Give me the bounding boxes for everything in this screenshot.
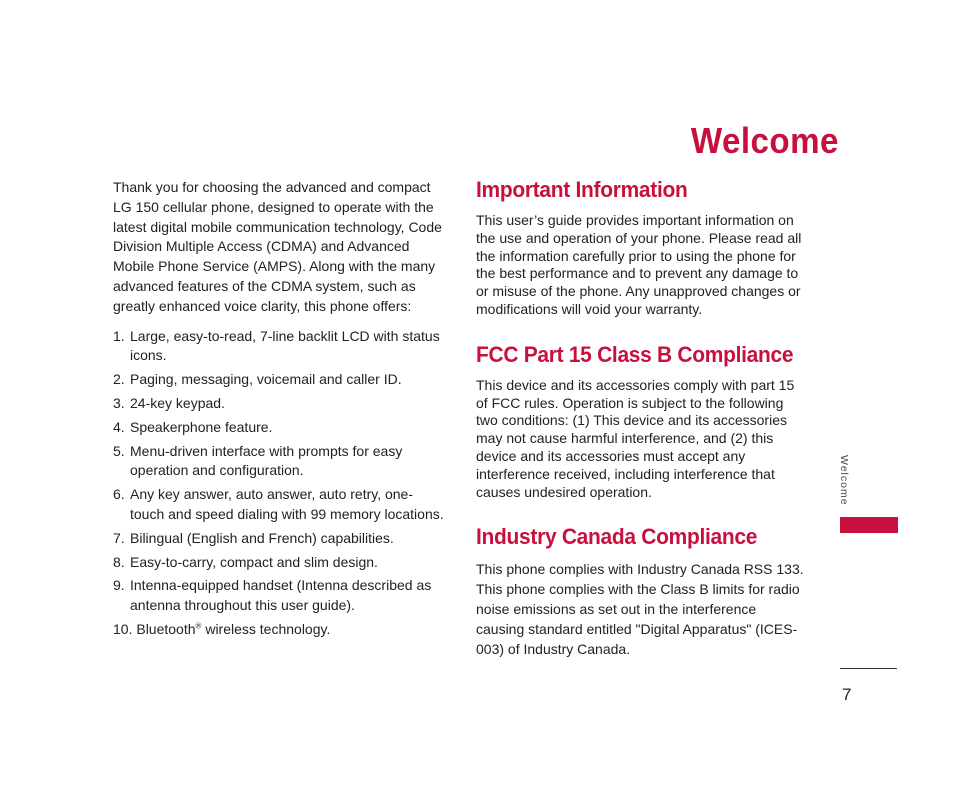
list-item-text-tail: wireless technology.	[201, 620, 331, 637]
important-information-heading: Important Information	[476, 177, 688, 202]
list-item-text: Easy-to-carry, compact and slim design.	[130, 553, 378, 570]
list-item	[113, 485, 445, 525]
list-item-text: Bluetooth	[136, 620, 196, 637]
list-item-number: 1.	[113, 327, 125, 344]
list-item-number: 7.	[113, 529, 125, 546]
list-item	[113, 394, 445, 414]
feature-list	[113, 327, 445, 640]
list-item-number: 5.	[113, 442, 125, 459]
list-item-number: 2.	[113, 371, 125, 388]
list-item-text: Large, easy-to-read, 7-line backlit LCD with status icons.	[130, 327, 440, 364]
side-tab-label: Welcome	[838, 455, 850, 506]
industry-canada-heading: Industry Canada Compliance	[476, 524, 758, 550]
list-item-text: Paging, messaging, voicemail and caller ID.	[130, 371, 402, 388]
list-item-text: Bilingual (English and French) capabilities.	[130, 529, 394, 546]
industry-canada-body: This phone complies with Industry Canada RSS 133. This phone complies with the Class B limits for radio noise emissions as set out in the interference causing standard entitled "Digital Apparatus" (ICES-003) of Industry Canada.	[476, 561, 804, 658]
list-item-number: 10.	[113, 620, 133, 637]
registered-mark: ®	[195, 621, 202, 631]
list-item	[113, 576, 445, 616]
list-item	[113, 553, 445, 573]
list-item-text: 24-key keypad.	[130, 394, 225, 411]
page-number: 7	[842, 685, 852, 704]
list-item-number: 8.	[113, 553, 125, 570]
footer-divider	[840, 668, 897, 669]
list-item-text: Intenna-equipped handset (Intenna described as antenna throughout this user guide).	[130, 577, 432, 614]
list-item	[113, 418, 445, 438]
list-item-text: Speakerphone feature.	[130, 418, 273, 435]
fcc-compliance-body: This device and its accessories comply with part 15 of FCC rules. Operation is subject to the following two conditions: (1) This device and its accessories may not cause harmful interference, and (2) this device and its accessories must accept any interference received, including interference that causes undesired operation.	[476, 376, 795, 500]
list-item-number: 4.	[113, 418, 125, 435]
list-item-number: 6.	[113, 486, 125, 503]
intro-column	[113, 178, 445, 644]
fcc-compliance-heading: FCC Part 15 Class B Compliance	[476, 341, 794, 367]
list-item	[113, 620, 445, 640]
important-information-body: This user’s guide provides important information on the use and operation of your phone. Please read all the information carefully prior to using the phone for the best performance and to prevent any damage to or misuse of the phone. Any unapproved changes or modifications will void your warranty.	[476, 212, 802, 317]
list-item	[113, 370, 445, 390]
intro-paragraph: Thank you for choosing the advanced and compact LG 150 cellular phone, designed to operate with the latest digital mobile communication technology, Code Division Multiple Access (CDMA) and Advanced Mobile Phone Service (AMPS). Along with the many advanced features of the CDMA system, such as greatly enhanced voice clarity, this phone offers:	[113, 179, 442, 314]
page-title: Welcome	[690, 120, 839, 162]
list-item	[113, 442, 445, 482]
list-item	[113, 529, 445, 549]
list-item	[113, 327, 445, 367]
side-tab-marker	[840, 517, 898, 533]
list-item-number: 9.	[113, 577, 125, 594]
list-item-text: Menu-driven interface with prompts for easy operation and configuration.	[130, 442, 403, 479]
info-column	[476, 176, 806, 681]
list-item-text: Any key answer, auto answer, auto retry, one-touch and speed dialing with 99 memory locations.	[130, 486, 444, 522]
list-item-number: 3.	[113, 394, 125, 411]
